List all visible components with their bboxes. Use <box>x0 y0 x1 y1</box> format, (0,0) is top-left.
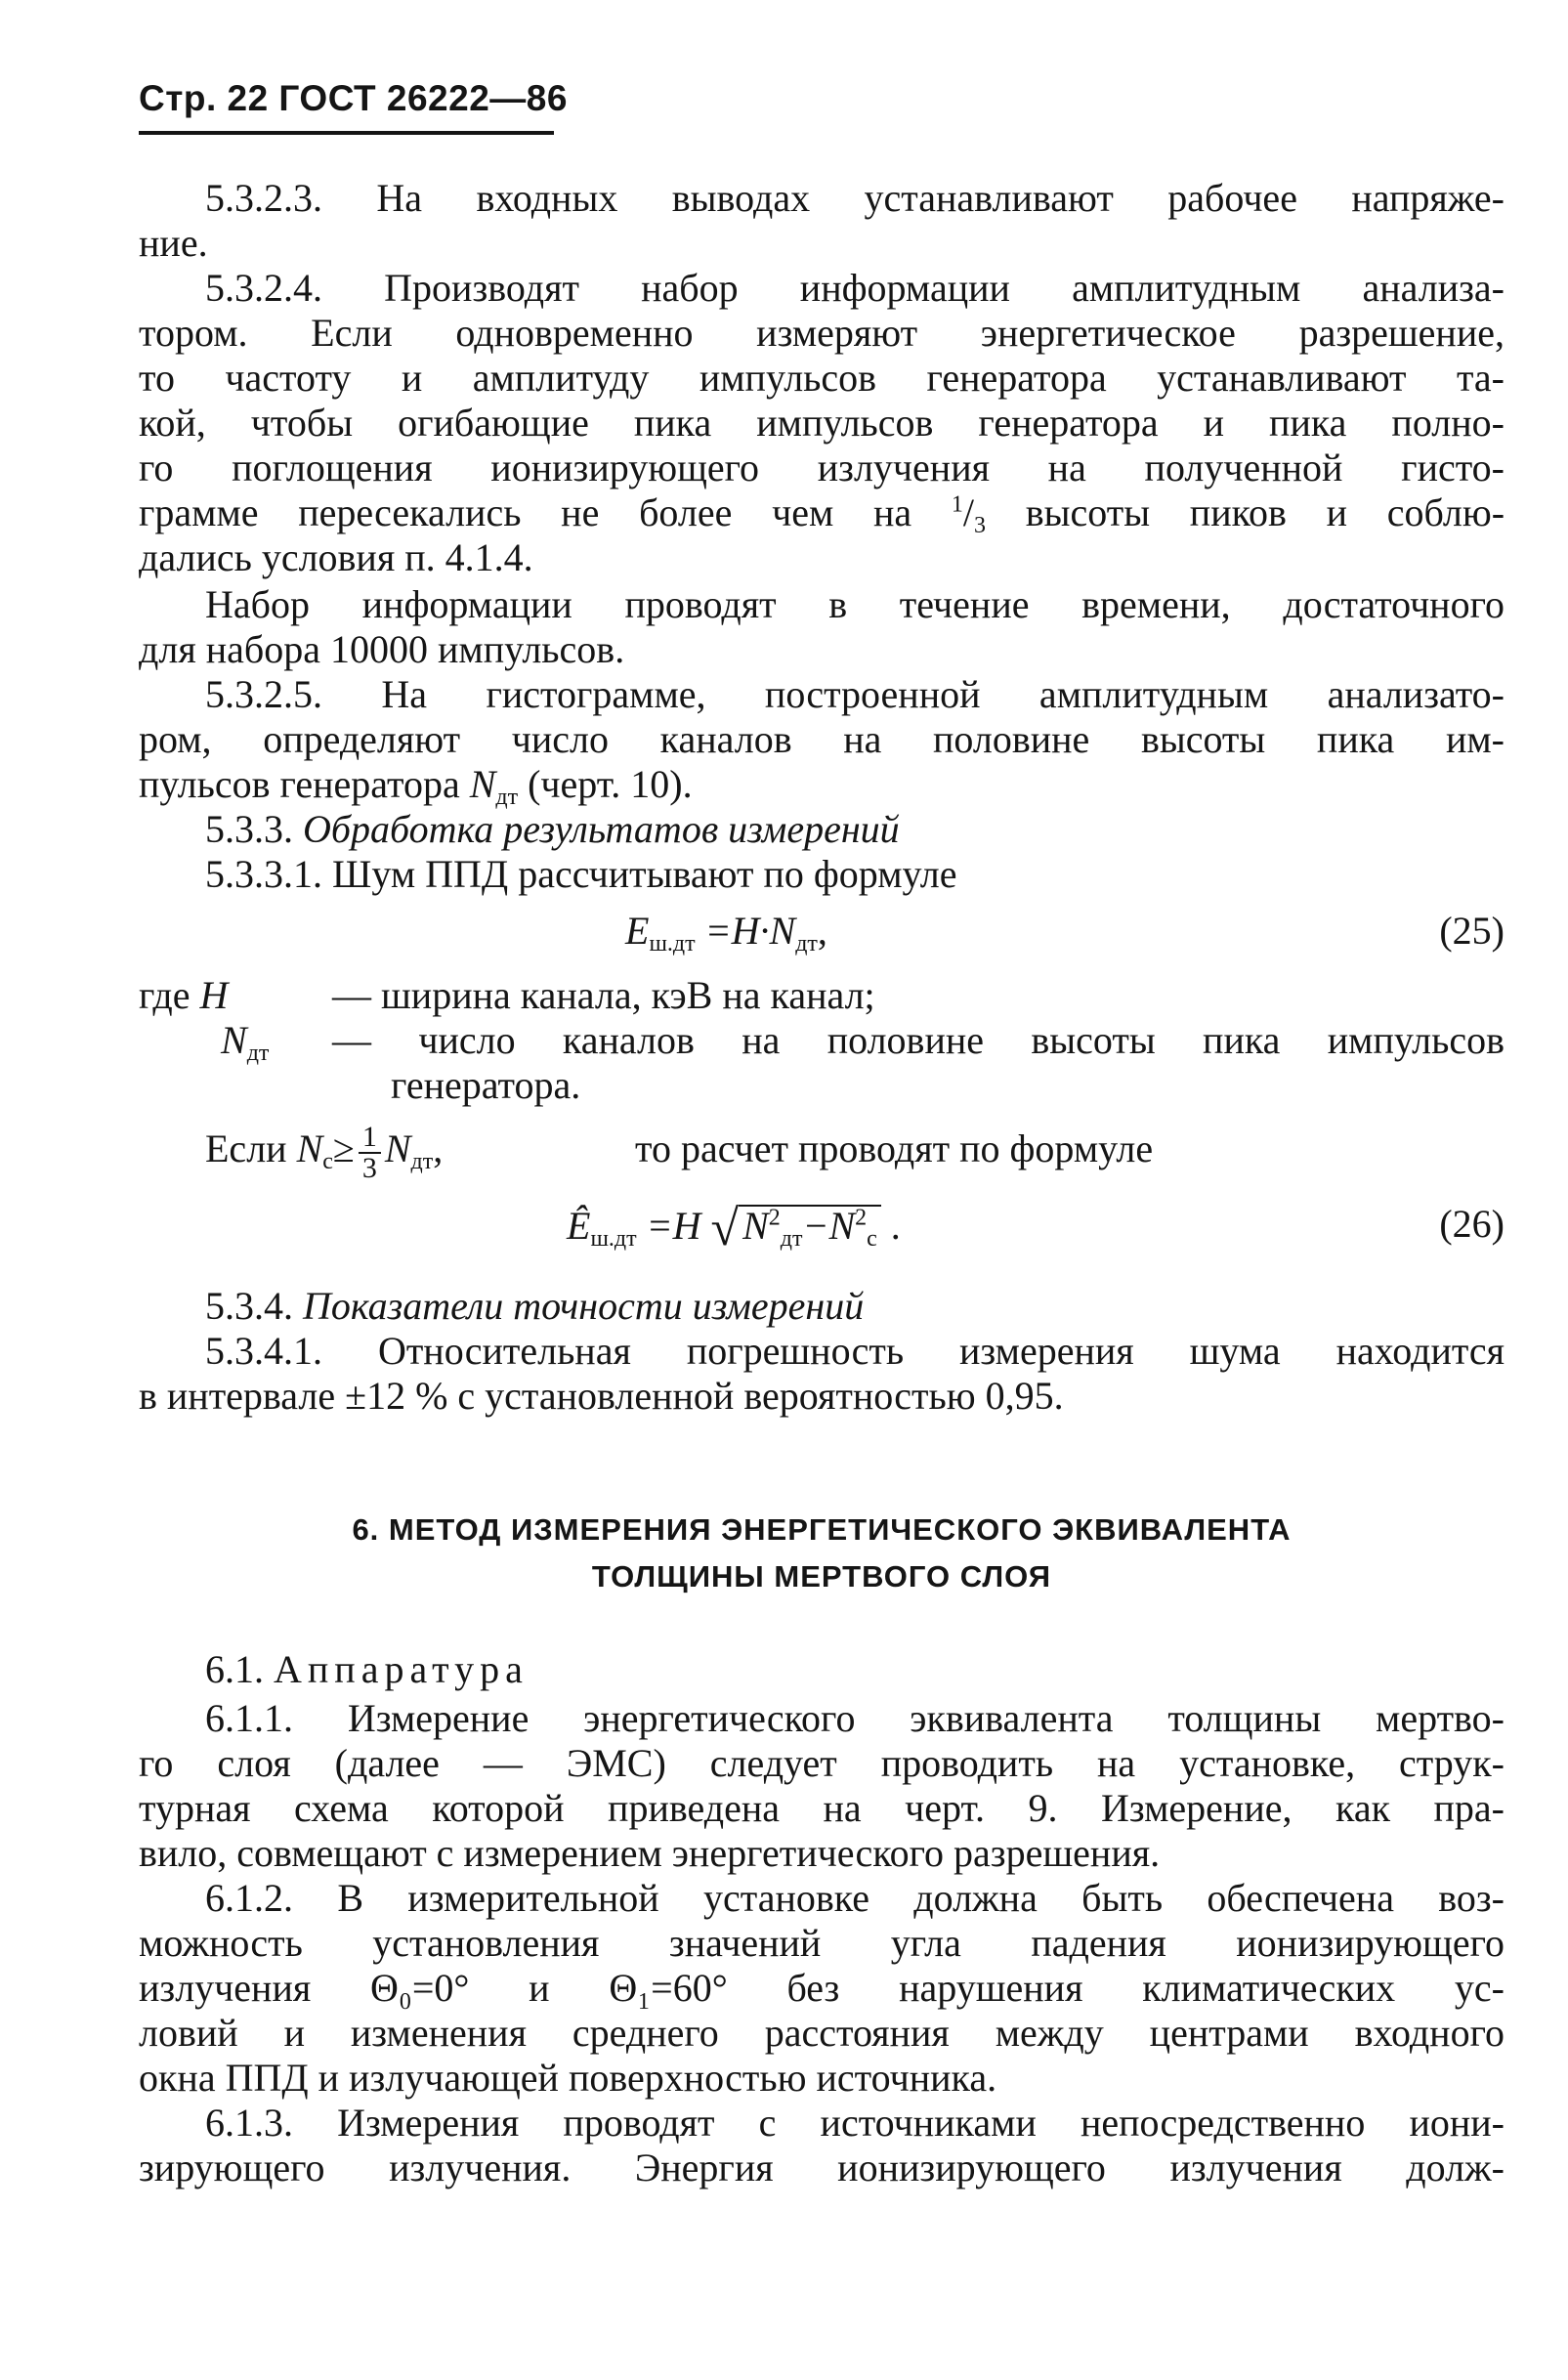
text-line: 5.3.2.5. На гистограмме, построенной амплитудным анализато- <box>205 672 1504 716</box>
text-line: то частоту и амплитуду импульсов генератора устанавливают та- <box>139 356 1504 400</box>
fraction-numerator: 1 <box>359 1123 381 1154</box>
text-line: 5.3.4.1. Относительная погрешность измерения шума находится <box>205 1329 1504 1373</box>
where-word: где <box>139 973 191 1017</box>
text-span: высоты пиков и соблю- <box>1025 490 1505 534</box>
subsection-number: 6.1. <box>205 1647 264 1691</box>
subsection-name: Обработка результатов измерений <box>303 807 900 851</box>
text-span: грамме пересекались не более чем на <box>139 490 912 534</box>
eq-punct: , <box>433 1126 444 1170</box>
running-head: Стр. 22 ГОСТ 26222—86 <box>139 78 568 118</box>
where-label <box>221 1018 270 1067</box>
where-definition-cont: генератора. <box>391 1063 581 1107</box>
eq-punct: , <box>817 909 827 953</box>
eq-superscript: 2 <box>768 1205 781 1231</box>
eq-subscript: ш.дт <box>590 1226 637 1253</box>
section-heading: 6. МЕТОД ИЗМЕРЕНИЯ ЭНЕРГЕТИЧЕСКОГО ЭКВИВАЛЕНТА <box>352 1512 1292 1547</box>
section-heading: ТОЛЩИНЫ МЕРТВОГО СЛОЯ <box>591 1559 1052 1594</box>
text-span: пульсов генератора <box>139 762 460 806</box>
eq-subscript: с <box>322 1149 333 1175</box>
where-definition: — число каналов на половине высоты пика импульсов <box>332 1018 1504 1062</box>
fraction <box>359 1120 381 1184</box>
eq-symbol: N <box>296 1126 323 1170</box>
text-line: кой, чтобы огибающие пика импульсов генератора и пика полно- <box>139 401 1504 445</box>
subsection-number: 5.3.4. <box>205 1284 293 1328</box>
eq-symbol: N <box>742 1204 769 1248</box>
subsection-title <box>205 1647 1504 1692</box>
eq-symbol: =H <box>646 1204 701 1248</box>
condition-word: Если <box>205 1126 287 1170</box>
subsection-name: Аппаратура <box>274 1647 529 1691</box>
condition-text: то расчет проводят по формуле <box>635 1126 1154 1170</box>
text-line: окна ППД и излучающей поверхностью источника. <box>139 2056 997 2100</box>
eq-subscript: ш.дт <box>649 931 696 957</box>
text-line: для набора 10000 импульсов. <box>139 627 625 671</box>
eq-subscript: дт <box>780 1226 803 1253</box>
eq-symbol: Ê <box>567 1204 591 1248</box>
text-line: излучения Θ₀=0° и Θ₁=60° без нарушения климатических ус- <box>139 1966 1504 2010</box>
text-line: в интервале ±12 % с установленной вероятностью 0,95. <box>139 1374 1064 1418</box>
fraction-denominator: 3 <box>361 1151 377 1184</box>
eq-symbol: −N <box>802 1204 856 1248</box>
text-line-with-symbol <box>139 762 1504 811</box>
eq-subscript: дт <box>410 1149 434 1175</box>
equation-number: (25) <box>1439 909 1504 953</box>
eq-superscript: 2 <box>855 1205 868 1231</box>
radical-sign: √ <box>710 1201 740 1256</box>
equation-number: (26) <box>1439 1202 1504 1246</box>
text-line: 5.3.3.1. Шум ППД рассчитывают по формуле <box>205 852 957 896</box>
subscript: дт <box>246 1041 270 1067</box>
text-line: го поглощения ионизирующего излучения на полученной гисто- <box>139 446 1504 489</box>
text-line: вило, совмещают с измерением энергетического разрешения. <box>139 1831 1161 1875</box>
text-line: го слоя (далее — ЭМС) следует проводить на установке, струк- <box>139 1741 1504 1785</box>
text-line: Набор информации проводят в течение времени, достаточного <box>205 582 1504 626</box>
text-line: 6.1.1. Измерение энергетического эквивалента толщины мертво- <box>205 1696 1504 1740</box>
fraction-denominator: 3 <box>974 513 986 539</box>
text-line: дались условия п. 4.1.4. <box>139 535 533 579</box>
text-line: 5.3.2.4. Производят набор информации амплитудным анализа- <box>205 266 1504 310</box>
text-line: тором. Если одновременно измеряют энергетическое разрешение, <box>139 311 1504 355</box>
eq-punct: . <box>890 1204 901 1248</box>
fraction-numerator: 1 <box>951 491 963 518</box>
text-line: ловий и изменения среднего расстояния между центрами входного <box>139 2011 1504 2055</box>
text-span: (черт. 10). <box>528 762 693 806</box>
text-line: 6.1.3. Измерения проводят с источниками непосредственно иони- <box>205 2101 1504 2145</box>
subsection-title <box>205 807 1504 852</box>
eq-operator: ≥ <box>332 1126 355 1170</box>
header-rule <box>139 131 554 135</box>
text-line-with-fraction: грамме пересекались не более чем на $^1/_3$ высоты пиков и соблю- <box>139 490 1505 539</box>
text-line: турная схема которой приведена на черт. 9. Измерение, как пра- <box>139 1786 1504 1830</box>
equation-25 <box>625 909 827 957</box>
radicand <box>739 1204 881 1253</box>
condition-formula <box>205 1110 443 1188</box>
text-line: зирующего излучения. Энергия ионизирующего излучения долж- <box>139 2146 1504 2189</box>
where-symbol: H <box>199 973 229 1017</box>
equation-26 <box>567 1190 901 1262</box>
eq-symbol: N <box>384 1126 411 1170</box>
where-definition: — ширина канала, кэВ на канал; <box>332 973 875 1017</box>
text-line: ром, определяют число каналов на половине высоты пика им- <box>139 717 1504 761</box>
text-line: 5.3.2.3. На входных выводах устанавливают рабочее напряже- <box>205 176 1504 220</box>
subsection-title <box>205 1284 1504 1329</box>
text-line: можность установления значений угла падения ионизирующего <box>139 1921 1504 1965</box>
text-line: ние. <box>139 221 208 265</box>
eq-subscript: с <box>867 1226 877 1253</box>
text-line: 6.1.2. В измерительной установке должна быть обеспечена воз- <box>205 1876 1504 1920</box>
eq-symbol: E <box>625 909 650 953</box>
subsection-number: 5.3.3. <box>205 807 293 851</box>
where-label <box>139 973 228 1018</box>
where-symbol: N <box>221 1018 247 1062</box>
subsection-name: Показатели точности измерений <box>303 1284 865 1328</box>
subscript: дт <box>495 785 519 811</box>
symbol-n: N <box>469 762 496 806</box>
eq-symbol: =H·N <box>704 909 796 953</box>
eq-subscript: дт <box>795 931 818 957</box>
